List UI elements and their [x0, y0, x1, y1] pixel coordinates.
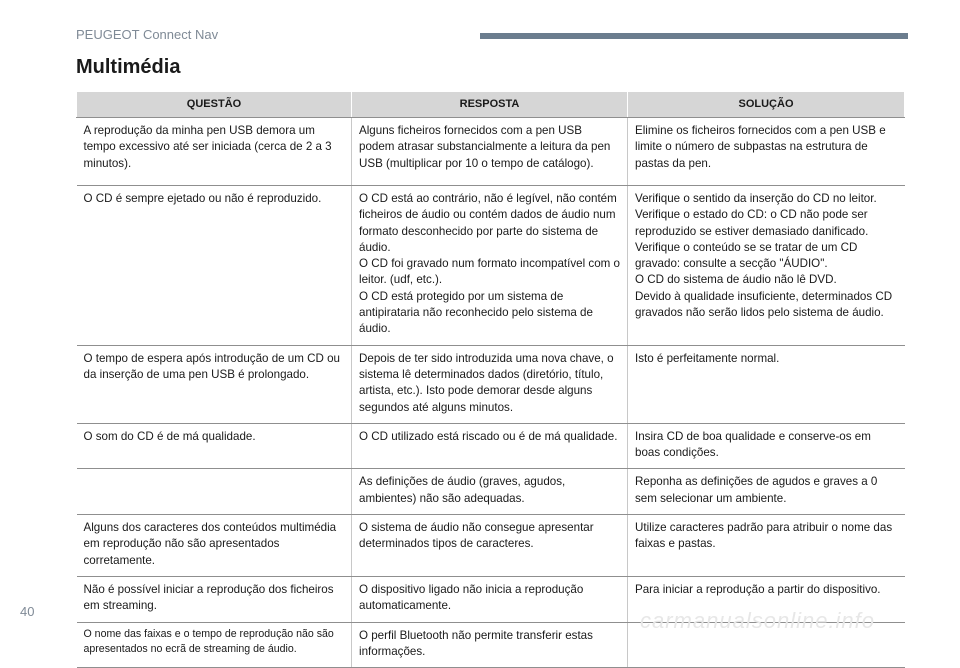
table-row: [77, 118, 905, 186]
page-number: 40: [20, 604, 35, 619]
question-cell: [77, 469, 352, 515]
column-header-question: QUESTÃO: [77, 92, 352, 118]
column-header-answer: RESPOSTA: [352, 92, 628, 118]
solution-cell: Para iniciar a reprodução a partir do dispositivo.: [628, 576, 905, 622]
solution-cell: Elimine os ficheiros fornecidos com a pen USB e limite o número de subpastas na estrutura de pastas da pen.: [628, 118, 905, 186]
answer-cell: As definições de áudio (graves, agudos, ambientes) não são adequadas.: [352, 469, 628, 515]
watermark: carmanualsonline.info: [640, 608, 876, 633]
answer-cell: Depois de ter sido introduzida uma nova chave, o sistema lê determinados dados (diretório, título, artista, etc.). Isto pode demorar desde alguns segundos até alguns minutos.: [352, 345, 628, 423]
header-bar: [480, 33, 908, 39]
table-row: [77, 423, 905, 469]
question-cell: O CD é sempre ejetado ou não é reproduzido.: [77, 186, 352, 346]
question-cell: Alguns dos caracteres dos conteúdos multimédia em reprodução não são apresentados corretamente.: [77, 515, 352, 577]
solution-cell: Reponha as definições de agudos e graves a 0 sem selecionar um ambiente.: [628, 469, 905, 515]
question-cell: O som do CD é de má qualidade.: [77, 423, 352, 469]
table-row: [77, 186, 905, 346]
question-cell: O tempo de espera após introdução de um CD ou da inserção de uma pen USB é prolongado.: [77, 345, 352, 423]
table-row: [77, 515, 905, 577]
answer-cell: O dispositivo ligado não inicia a reprodução automaticamente.: [352, 576, 628, 622]
answer-cell: O sistema de áudio não consegue apresentar determinados tipos de caracteres.: [352, 515, 628, 577]
solution-cell: Utilize caracteres padrão para atribuir o nome das faixas e pastas.: [628, 515, 905, 577]
question-cell: O nome das faixas e o tempo de reprodução não são apresentados no ecrã de streaming de áudio.: [77, 622, 352, 668]
table-row: [77, 345, 905, 423]
solution-cell: Isto é perfeitamente normal.: [628, 345, 905, 423]
answer-cell: O CD está ao contrário, não é legível, não contém ficheiros de áudio ou contém dados de áudio num formato desconhecido por parte do sistema de áudio. O CD foi gravado num formato incompatível com o leitor. (udf, etc.). O CD está protegido por um sistema de antipirataria não reconhecido pelo sistema de áudio.: [352, 186, 628, 346]
solution-cell: Insira CD de boa qualidade e conserve-os em boas condições.: [628, 423, 905, 469]
table-row: [77, 469, 905, 515]
page-title: Multimédia: [76, 56, 181, 78]
column-header-solution: SOLUÇÃO: [628, 92, 905, 118]
troubleshooting-table: [76, 91, 905, 668]
solution-cell: Verifique o sentido da inserção do CD no leitor. Verifique o estado do CD: o CD não pode ser reproduzido se estiver demasiado danificado. Verifique o conteúdo se se tratar de um CD gravado: consulte a secção "ÁUDIO". O CD do sistema de áudio não lê DVD. Devido à qualidade insuficiente, determinados CD gravados não serão lidos pelo sistema de áudio.: [628, 186, 905, 346]
answer-cell: O CD utilizado está riscado ou é de má qualidade.: [352, 423, 628, 469]
question-cell: Não é possível iniciar a reprodução dos ficheiros em streaming.: [77, 576, 352, 622]
question-cell: A reprodução da minha pen USB demora um tempo excessivo até ser iniciada (cerca de 2 a 3 minutos).: [77, 118, 352, 186]
answer-cell: O perfil Bluetooth não permite transferir estas informações.: [352, 622, 628, 668]
header-title: PEUGEOT Connect Nav: [76, 27, 219, 42]
answer-cell: Alguns ficheiros fornecidos com a pen USB podem atrasar substancialmente a leitura da pen USB (multiplicar por 10 o tempo de catálogo).: [352, 118, 628, 186]
table-header-row: [77, 92, 905, 118]
